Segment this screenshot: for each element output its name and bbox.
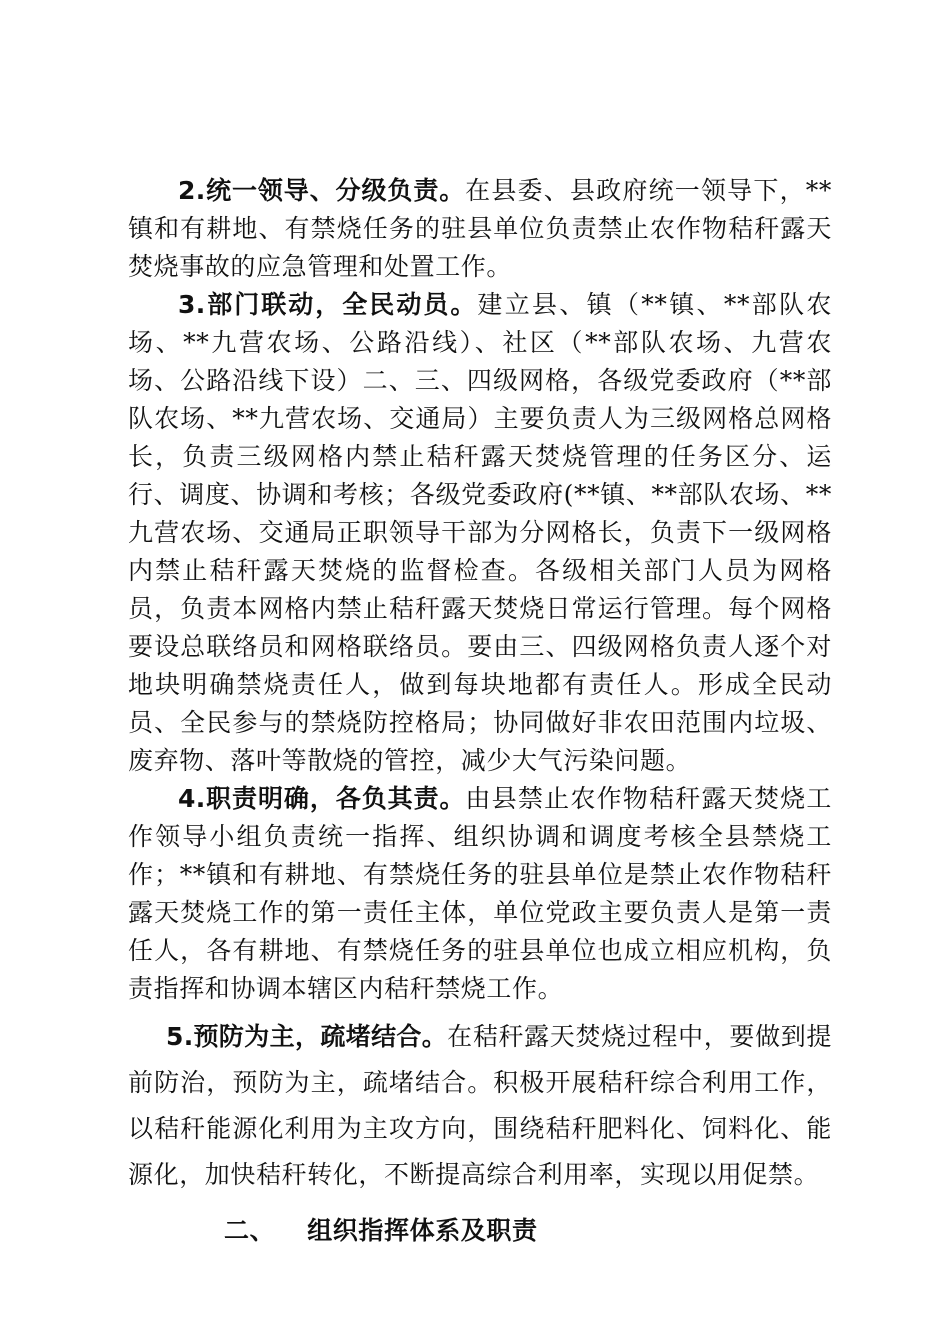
paragraph-text: 由县禁止农作物秸秆露天焚烧工作领导小组负责统一指挥、组织协调和调度考核全县禁烧工作；**镇和有耕地、有禁烧任务的驻县单位是禁止农作物秸秆露天焚烧工作的第一责任主体，单位党政主要负责人是第一责任人，各有耕地、有禁烧任务的驻县单位也成立相应机构，负责指挥和协调本辖区内秸秆禁烧工作。 xyxy=(128,784,832,1003)
paragraph-text: 在秸秆露天焚烧过程中，要做到提前防治，预防为主，疏堵结合。积极开展秸秆综合利用工作，以秸秆能源化利用为主攻方向，围绕秸秆肥料化、饲料化、能源化，加快秸秆转化，不断提高综合利用率，实现以用促禁。 xyxy=(128,1022,832,1189)
paragraph-department-linkage xyxy=(128,286,832,780)
section-heading xyxy=(128,1208,832,1254)
paragraph-clear-responsibility xyxy=(128,780,832,1008)
paragraph-text: 在县委、县政府统一领导下，**镇和有耕地、有禁烧任务的驻县单位负责禁止农作物秸秆露天焚烧事故的应急管理和处置工作。 xyxy=(128,176,832,281)
paragraph-lead: 4.职责明确，各负其责。 xyxy=(178,784,466,813)
paragraph-lead: 3.部门联动，全民动员。 xyxy=(178,290,478,319)
paragraph-lead: 2.统一领导、分级负责。 xyxy=(178,176,466,205)
section-heading-number: 二、 xyxy=(224,1216,276,1245)
paragraph-unified-leadership xyxy=(128,172,832,286)
document-body xyxy=(128,172,832,1254)
section-heading-title: 组织指挥体系及职责 xyxy=(307,1216,538,1245)
paragraph-lead: 5.预防为主，疏堵结合。 xyxy=(166,1022,448,1051)
paragraph-text: 建立县、镇（**镇、**部队农场、**九营农场、公路沿线）、社区（**部队农场、九营农场、公路沿线下设）二、三、四级网格，各级党委政府（**部队农场、**九营农场、交通局）主要负责人为三级网格总网格长，负责三级网格内禁止秸秆露天焚烧管理的任务区分、运行、调度、协调和考核；各级党委政府(**镇、**部队农场、**九营农场、交通局正职领导干部为分网格长，负责下一级网格内禁止秸秆露天焚烧的监督检查。各级相关部门人员为网格员，负责本网格内禁止秸秆露天焚烧日常运行管理。每个网格要设总联络员和网格联络员。要由三、四级网格负责人逐个对地块明确禁烧责任人，做到每块地都有责任人。形成全民动员、全民参与的禁烧防控格局；协同做好非农田范围内垃圾、废弃物、落叶等散烧的管控，减少大气污染问题。 xyxy=(128,290,832,775)
paragraph-prevention-first xyxy=(128,1014,832,1198)
